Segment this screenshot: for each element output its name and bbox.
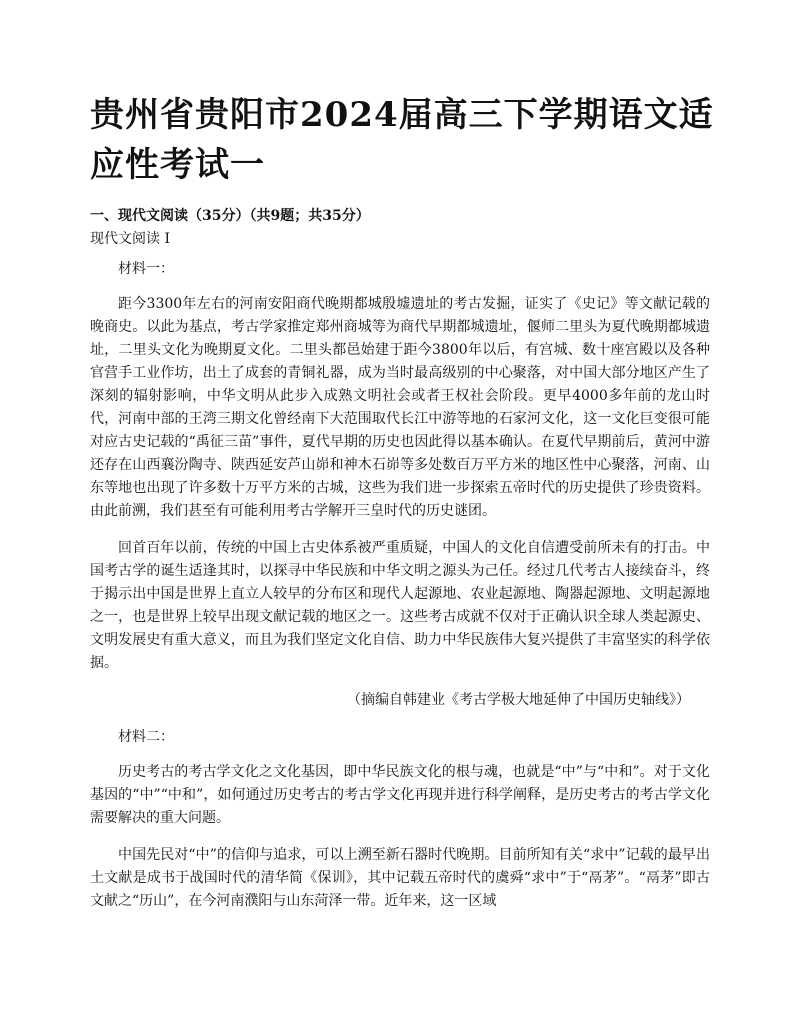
material2-paragraph-2: 中国先民对“中”的信仰与追求，可以上溯至新石器时代晚期。目前所知有关“求中”记载的最早出土文献是成书于战国时代的清华简《保训》，其中记载五帝时代的虞舜“求中”于“鬲茅”。“鬲茅”即古文献之“历山”，在今河南濮阳与山东菏泽一带。近年来，这一区域 — [90, 847, 710, 909]
material1-paragraph-2: 回首百年以前，传统的中国上古史体系被严重质疑，中国人的文化自信遭受前所未有的打击。中国考古学的诞生适逢其时，以探寻中华民族和中华文明之源头为己任。经过几代考古人接续奋斗，终于揭示出中国是世界上直立人较早的分布区和现代人起源地、农业起源地、陶器起源地、文明起源地之一，也是世界上较早出现文献记载的地区之一。这些考古成就不仅对于正确认识全球人类起源史、文明发展史有重大意义，而且为我们坚定文化自信、助力中华民族伟大复兴提供了丰富坚实的科学依据。 — [90, 540, 710, 671]
material1-source: （摘编自韩建业《考古学极大地延伸了中国历史轴线》） — [347, 692, 690, 708]
material1-label: 材料一： — [118, 261, 174, 277]
material1-paragraph-1: 距今3300年左右的河南安阳商代晚期都城殷墟遗址的考古发掘，证实了《史记》等文献记载的晚商史。以此为基点，考古学家推定郑州商城等为商代早期都城遗址，偃师二里头为夏代晚期都城遗址，二里头文化为晚期夏文化。二里头都邑始建于距今3800年以后，有宫城、数十座宫殿以及各种官营手工业作坊，出土了成套的青铜礼器，成为当时最高级别的中心聚落，对中国大部分地区产生了深刻的辐射影响，中华文明从此步入成熟文明社会或者王权社会阶段。更早4000多年前的龙山时代，河南中部的王湾三期文化曾经南下大范围取代长江中游等地的石家河文化，这一文化巨变很可能对应古史记载的“禹征三苗”事件，夏代早期的历史也因此得以基本确认。在夏代早期前后，黄河中游还存在山西襄汾陶寺、陕西延安芦山峁和神木石峁等多处数百万平方米的地区性中心聚落，河南、山东等地也出现了许多数十万平方米的古城，这些为我们进一步探索五帝时代的历史提供了珍贵资料。由此前溯，我们甚至有可能利用考古学解开三皇时代的历史谜团。 — [90, 296, 710, 519]
document-body — [90, 258, 710, 927]
section-heading: 一、现代文阅读（35分）（共9题；共35分） — [90, 208, 370, 224]
subsection-heading: 现代文阅读 I — [90, 231, 170, 247]
document-title: 贵州省贵阳市2024届高三下学期语文适应性考试一 — [90, 95, 714, 185]
material2-paragraph-1: 历史考古的考古学文化之文化基因，即中华民族文化的根与魂，也就是“中”与“中和”。对于文化基因的“中”“中和”，如何通过历史考古的考古学文化再现并进行科学阐释，是历史考古的考古学文化需要解决的重大问题。 — [90, 764, 710, 826]
material2-label: 材料二： — [118, 729, 174, 745]
